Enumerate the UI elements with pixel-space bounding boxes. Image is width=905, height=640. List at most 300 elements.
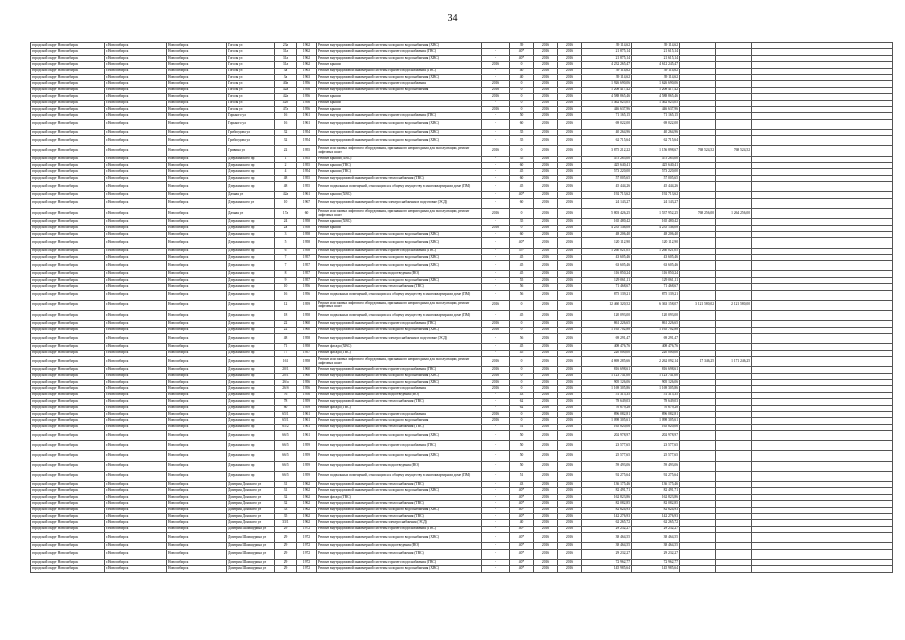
cell-work-type: Ремонт крыши (ХВС) bbox=[317, 192, 482, 198]
cell-plan-year: 2016 bbox=[534, 471, 558, 481]
cell-blank bbox=[752, 311, 893, 321]
cell-house: 29 bbox=[275, 559, 297, 565]
cell-city: г.Новосибирск bbox=[105, 81, 167, 87]
cell-district: городской округ Новосибирск bbox=[31, 219, 105, 225]
cell-district: городской округ Новосибирск bbox=[31, 399, 105, 405]
cell-house: 29 bbox=[275, 533, 297, 543]
cell-region: Новосибирск bbox=[167, 327, 227, 333]
cell-house: 18 bbox=[275, 311, 297, 321]
cell-build-year: 1961 bbox=[297, 424, 317, 430]
cell-city: г.Новосибирск bbox=[105, 424, 167, 430]
cell-street: Дзержинского пр bbox=[227, 290, 275, 300]
cell-street: Дзержинского пр bbox=[227, 182, 275, 192]
cell-street: Гоголя ул bbox=[227, 55, 275, 61]
cell-house: 23а bbox=[275, 43, 297, 49]
cell-house: 29 bbox=[275, 543, 297, 549]
cell-year-to: 2016 bbox=[558, 277, 582, 283]
cell-district: городской округ Новосибирск bbox=[31, 271, 105, 277]
cell-cost: 136 175,46 bbox=[582, 482, 632, 488]
cell-cost: 29 232,27 bbox=[582, 526, 632, 532]
cell-district: городской округ Новосибирск bbox=[31, 488, 105, 494]
cell-plan-flag: - bbox=[482, 311, 510, 321]
cell-wear: 0 bbox=[510, 379, 534, 385]
cell-plan-flag: 2016 bbox=[482, 208, 510, 218]
cell-plan-year: 2016 bbox=[534, 451, 558, 461]
cell-plan-flag: - bbox=[482, 271, 510, 277]
cell-year-to: 2016 bbox=[558, 311, 582, 321]
cell-work-type: Ремонт внутридомовой инженерной системы горячего водоснабжения (ГВС) bbox=[317, 526, 482, 532]
cell-build-year: 1962 bbox=[297, 55, 317, 61]
cell-cost: 43 605,46 bbox=[582, 254, 632, 260]
cell-region: Новосибирск bbox=[167, 284, 227, 290]
cell-city: г.Новосибирск bbox=[105, 405, 167, 411]
cell-street: Дмитрия Шамшурина ул bbox=[227, 543, 275, 549]
table-row bbox=[31, 461, 893, 471]
cell-plan-flag: - bbox=[482, 55, 510, 61]
cell-street: Гоголя ул bbox=[227, 43, 275, 49]
cell-total: 21 615,14 bbox=[632, 55, 680, 61]
cell-extra bbox=[680, 441, 716, 451]
cell-wear: 40* bbox=[510, 192, 534, 198]
cell-plan-flag: 2016 bbox=[482, 386, 510, 392]
cell-total: 6 363 158,07 bbox=[632, 300, 680, 310]
cell-district: городской округ Новосибирск bbox=[31, 100, 105, 106]
cell-extra bbox=[680, 566, 716, 572]
cell-house: 32 bbox=[275, 501, 297, 507]
cell-work-type: Ремонт крыши (ХВС) bbox=[317, 219, 482, 225]
cell-plan-year: 2016 bbox=[534, 356, 558, 366]
cell-build-year: 1957 bbox=[297, 350, 317, 356]
cell-build-year: 1962 bbox=[297, 488, 317, 494]
cell-work-type: Ремонт внутридомовой инженерной системы холодного водоснабжения bbox=[317, 418, 482, 424]
cell-wear: 40* bbox=[510, 513, 534, 519]
cell-city: г.Новосибирск bbox=[105, 494, 167, 500]
cell-cost: 38 464,55 bbox=[582, 533, 632, 543]
table-row bbox=[31, 311, 893, 321]
cell-work-type: Ремонт крыши bbox=[317, 94, 482, 100]
cell-year-to: 2016 bbox=[558, 261, 582, 271]
cell-total: 92 275,64 bbox=[632, 471, 680, 481]
cell-region: Новосибирск bbox=[167, 344, 227, 350]
cell-region: Новосибирск bbox=[167, 290, 227, 300]
cell-work-type: Ремонт или замена лифтового оборудования, признанного непригодным для эксплуатации, ремонт лифтовых шахт bbox=[317, 146, 482, 156]
cell-district: городской округ Новосибирск bbox=[31, 520, 105, 526]
cell-plan-flag: 2016 bbox=[482, 321, 510, 327]
cell-cost: 69 291,47 bbox=[582, 334, 632, 344]
cell-cost: 1 260 021,05 bbox=[582, 248, 632, 254]
cell-build-year: 1956 bbox=[297, 392, 317, 398]
cell-year-to: 2016 bbox=[558, 182, 582, 192]
cell-plan-flag: 2016 bbox=[482, 379, 510, 385]
cell-district: городской округ Новосибирск bbox=[31, 136, 105, 146]
cell-extra bbox=[680, 182, 716, 192]
cell-work-type: Ремонт внутридомовой инженерной системы водоотведения (ВО) bbox=[317, 392, 482, 398]
cell-plan-year: 2016 bbox=[534, 277, 558, 283]
cell-cost: 12 460 320,52 bbox=[582, 300, 632, 310]
cell-extra bbox=[680, 461, 716, 471]
cell-house: 80 bbox=[275, 405, 297, 411]
cell-house: 31 bbox=[275, 488, 297, 494]
cell-year-to: 2016 bbox=[558, 113, 582, 119]
cell-plan-year: 2016 bbox=[534, 49, 558, 55]
cell-build-year: 1972 bbox=[297, 533, 317, 543]
cell-extra2 bbox=[716, 182, 752, 192]
cell-region: Новосибирск bbox=[167, 136, 227, 146]
cell-house: 66/5 bbox=[275, 471, 297, 481]
cell-build-year: 1959 bbox=[297, 399, 317, 405]
cell-total: 905 126,06 bbox=[632, 379, 680, 385]
cell-extra2 bbox=[716, 471, 752, 481]
cell-plan-year: 2016 bbox=[534, 520, 558, 526]
cell-build-year: 1962 bbox=[297, 494, 317, 500]
cell-extra2: 1 264 256,00 bbox=[716, 208, 752, 218]
cell-build-year: 1955 bbox=[297, 163, 317, 169]
cell-street: Грибоедова ул bbox=[227, 129, 275, 135]
cell-total: 69 022,00 bbox=[632, 119, 680, 129]
cell-work-type: Ремонт или замена лифтового оборудования, признанного непригодным для эксплуатации, ремонт лифтовых шахт bbox=[317, 208, 482, 218]
cell-street: Дзержинского пр bbox=[227, 367, 275, 373]
cell-plan-flag: 2016 bbox=[482, 300, 510, 310]
cell-city: г.Новосибирск bbox=[105, 290, 167, 300]
cell-total: 62 715,64 bbox=[632, 136, 680, 146]
cell-street: Дмитрия Донского ул bbox=[227, 488, 275, 494]
cell-plan-flag: - bbox=[482, 175, 510, 181]
cell-district: городской округ Новосибирск bbox=[31, 379, 105, 385]
cell-city: г.Новосибирск bbox=[105, 106, 167, 112]
cell-year-to: 2016 bbox=[558, 284, 582, 290]
cell-build-year: 1959 bbox=[297, 441, 317, 451]
cell-region: Новосибирск bbox=[167, 549, 227, 559]
cell-build-year: 1962 bbox=[297, 507, 317, 513]
cell-extra2 bbox=[716, 261, 752, 271]
cell-plan-year: 2016 bbox=[534, 411, 558, 417]
cell-blank bbox=[752, 136, 893, 146]
cell-city: г.Новосибирск bbox=[105, 526, 167, 532]
cell-total: 1 098 305,61 bbox=[632, 418, 680, 424]
cell-cost: 57 005,65 bbox=[582, 175, 632, 181]
cell-house: 17а bbox=[275, 208, 297, 218]
cell-blank bbox=[752, 182, 893, 192]
cell-build-year: 1972 bbox=[297, 526, 317, 532]
cell-district: городской округ Новосибирск bbox=[31, 526, 105, 532]
cell-plan-flag: - bbox=[482, 129, 510, 135]
cell-blank bbox=[752, 334, 893, 344]
cell-work-type: Ремонт внутридомовой инженерной системы холодного водоснабжения (ХВС) bbox=[317, 431, 482, 441]
cell-district: городской округ Новосибирск bbox=[31, 284, 105, 290]
cell-region: Новосибирск bbox=[167, 100, 227, 106]
cell-total: 475 265,00 bbox=[632, 156, 680, 162]
cell-house: 31а bbox=[275, 62, 297, 68]
cell-city: г.Новосибирск bbox=[105, 379, 167, 385]
cell-house: 65/1 bbox=[275, 411, 297, 417]
cell-cost: 1 123 741,00 bbox=[582, 373, 632, 379]
cell-district: городской округ Новосибирск bbox=[31, 300, 105, 310]
cell-plan-flag: - bbox=[482, 507, 510, 513]
cell-plan-year: 2016 bbox=[534, 321, 558, 327]
cell-build-year: 1962 bbox=[297, 520, 317, 526]
cell-plan-flag: - bbox=[482, 136, 510, 146]
cell-extra2: 2 121 580,00 bbox=[716, 300, 752, 310]
cell-work-type: Ремонт внутридомовой инженерной системы теплоснабжения (ТВС) bbox=[317, 399, 482, 405]
cell-plan-flag: - bbox=[482, 238, 510, 248]
cell-extra2 bbox=[716, 334, 752, 344]
cell-wear: 55* bbox=[510, 248, 534, 254]
cell-district: городской округ Новосибирск bbox=[31, 501, 105, 507]
cell-street: Дмитрия Донского ул bbox=[227, 507, 275, 513]
cell-district: городской округ Новосибирск bbox=[31, 87, 105, 93]
cell-street: Дзержинского пр bbox=[227, 411, 275, 417]
cell-district: городской округ Новосибирск bbox=[31, 513, 105, 519]
cell-wear: 56 bbox=[510, 334, 534, 344]
cell-plan-flag: - bbox=[482, 261, 510, 271]
cell-work-type: Ремонт подвальных помещений, относящихся к общему имуществу в многоквартирном доме (ПМ) bbox=[317, 311, 482, 321]
page-number: 34 bbox=[447, 13, 458, 24]
cell-region: Новосибирск bbox=[167, 156, 227, 162]
cell-district: городской округ Новосибирск bbox=[31, 163, 105, 169]
cell-build-year: 1961 bbox=[297, 418, 317, 424]
cell-street: Дзержинского пр bbox=[227, 261, 275, 271]
cell-street: Гоголя ул bbox=[227, 94, 275, 100]
cell-plan-flag: 2016 bbox=[482, 106, 510, 112]
table-row bbox=[31, 261, 893, 271]
cell-cost: 24 143,27 bbox=[582, 198, 632, 208]
cell-district: городской округ Новосибирск bbox=[31, 175, 105, 181]
cell-region: Новосибирск bbox=[167, 386, 227, 392]
cell-wear: 0 bbox=[510, 106, 534, 112]
cell-street: Дзержинского пр bbox=[227, 334, 275, 344]
cell-work-type: Ремонт внутридомовой инженерной системы водоотведения (ВО) bbox=[317, 543, 482, 549]
cell-work-type: Ремонт внутридомовой инженерной системы горячего водоснабжения (ГВС) bbox=[317, 559, 482, 565]
cell-plan-flag: 2016 bbox=[482, 94, 510, 100]
cell-work-type: Ремонт крыши bbox=[317, 100, 482, 106]
cell-wear: 40* bbox=[510, 526, 534, 532]
cell-extra2 bbox=[716, 431, 752, 441]
cell-city: г.Новосибирск bbox=[105, 373, 167, 379]
cell-cost: 1 169 305,86 bbox=[582, 386, 632, 392]
cell-extra bbox=[680, 261, 716, 271]
cell-blank bbox=[752, 356, 893, 366]
cell-plan-flag: 2016 bbox=[482, 367, 510, 373]
cell-work-type: Ремонт подвальных помещений, относящихся к общему имуществу в многоквартирном доме (ПМ) bbox=[317, 471, 482, 481]
cell-plan-flag: - bbox=[482, 284, 510, 290]
cell-plan-year: 2016 bbox=[534, 163, 558, 169]
cell-plan-year: 2016 bbox=[534, 68, 558, 74]
cell-cost: 120 093,00 bbox=[582, 311, 632, 321]
cell-work-type: Ремонт внутридомовой инженерной системы холодного водоснабжения (ХВС) bbox=[317, 129, 482, 135]
cell-region: Новосибирск bbox=[167, 43, 227, 49]
table-row bbox=[31, 451, 893, 461]
cell-wear: 0 bbox=[510, 208, 534, 218]
cell-cost: 78 649,03 bbox=[582, 399, 632, 405]
cell-district: городской округ Новосибирск bbox=[31, 119, 105, 129]
cell-year-to: 2016 bbox=[558, 219, 582, 225]
cell-house: 48 bbox=[275, 334, 297, 344]
cell-wear: 45 bbox=[510, 350, 534, 356]
cell-year-to: 2016 bbox=[558, 543, 582, 549]
cell-total: 202 978,97 bbox=[632, 431, 680, 441]
cell-street: Дмитрия Донского ул bbox=[227, 494, 275, 500]
cell-region: Новосибирск bbox=[167, 94, 227, 100]
cell-house: 7 bbox=[275, 261, 297, 271]
cell-region: Новосибирск bbox=[167, 451, 227, 461]
cell-plan-year: 2016 bbox=[534, 43, 558, 49]
cell-work-type: Ремонт внутридомовой инженерной системы холодного водоснабжения (ХВС) bbox=[317, 566, 482, 572]
table-row bbox=[31, 198, 893, 208]
cell-work-type: Ремонт внутридомовой инженерной системы холодного водоснабжения (ХВС) bbox=[317, 533, 482, 543]
cell-wear: 60 bbox=[510, 198, 534, 208]
cell-street: Дзержинского пр bbox=[227, 373, 275, 379]
table-row bbox=[31, 471, 893, 481]
cell-year-to: 2016 bbox=[558, 62, 582, 68]
cell-district: городской округ Новосибирск bbox=[31, 350, 105, 356]
cell-house: 8 bbox=[275, 271, 297, 277]
cell-house: 12 bbox=[275, 300, 297, 310]
cell-year-to: 2016 bbox=[558, 451, 582, 461]
cell-build-year: 1956 bbox=[297, 379, 317, 385]
cell-wear: 45 bbox=[510, 344, 534, 350]
cell-city: г.Новосибирск bbox=[105, 533, 167, 543]
cell-total: 25 577,65 bbox=[632, 451, 680, 461]
cell-city: г.Новосибирск bbox=[105, 49, 167, 55]
cell-plan-flag: - bbox=[482, 192, 510, 198]
cell-city: г.Новосибирск bbox=[105, 418, 167, 424]
cell-build-year: 1956 bbox=[297, 100, 317, 106]
cell-plan-flag: - bbox=[482, 119, 510, 129]
cell-wear: 60 bbox=[510, 175, 534, 181]
cell-street: Дачная ул bbox=[227, 192, 275, 198]
cell-region: Новосибирск bbox=[167, 441, 227, 451]
cell-district: городской округ Новосибирск bbox=[31, 49, 105, 55]
cell-blank bbox=[752, 238, 893, 248]
cell-district: городской округ Новосибирск bbox=[31, 290, 105, 300]
table-row bbox=[31, 136, 893, 146]
cell-total: 220 000,00 bbox=[632, 350, 680, 356]
cell-district: городской округ Новосибирск bbox=[31, 248, 105, 254]
cell-plan-year: 2016 bbox=[534, 501, 558, 507]
cell-city: г.Новосибирск bbox=[105, 300, 167, 310]
cell-year-to: 2016 bbox=[558, 559, 582, 565]
cell-cost: 896 082,81 bbox=[582, 411, 632, 417]
cell-total: 29 232,27 bbox=[632, 526, 680, 532]
cell-plan-year: 2016 bbox=[534, 300, 558, 310]
cell-cost: 21 875,14 bbox=[582, 49, 632, 55]
cell-region: Новосибирск bbox=[167, 431, 227, 441]
cell-plan-year: 2016 bbox=[534, 62, 558, 68]
cell-wear: 60 bbox=[510, 231, 534, 237]
cell-wear: 50 bbox=[510, 451, 534, 461]
cell-plan-year: 2016 bbox=[534, 559, 558, 565]
cell-year-to: 2016 bbox=[558, 386, 582, 392]
cell-region: Новосибирск bbox=[167, 399, 227, 405]
cell-house: 42а bbox=[275, 94, 297, 100]
cell-city: г.Новосибирск bbox=[105, 198, 167, 208]
cell-city: г.Новосибирск bbox=[105, 208, 167, 218]
cell-blank bbox=[752, 261, 893, 271]
cell-year-to: 2016 bbox=[558, 68, 582, 74]
cell-region: Новосибирск bbox=[167, 507, 227, 513]
cell-extra2 bbox=[716, 198, 752, 208]
cell-region: Новосибирск bbox=[167, 392, 227, 398]
cell-street: Гоголя ул bbox=[227, 62, 275, 68]
cell-region: Новосибирск bbox=[167, 106, 227, 112]
cell-district: городской округ Новосибирск bbox=[31, 356, 105, 366]
cell-blank bbox=[752, 471, 893, 481]
cell-total: 4 588 865,46 bbox=[632, 94, 680, 100]
cell-work-type: Ремонт внутридомовой инженерной системы холодного водоснабжения (ХВС) bbox=[317, 254, 482, 260]
cell-region: Новосибирск bbox=[167, 81, 227, 87]
cell-district: городской округ Новосибирск bbox=[31, 405, 105, 411]
cell-build-year: 1962 bbox=[297, 501, 317, 507]
cell-build-year: 1962 bbox=[297, 482, 317, 488]
cell-plan-flag: 2016 bbox=[482, 146, 510, 156]
cell-build-year: 1957 bbox=[297, 261, 317, 271]
cell-year-to: 2016 bbox=[558, 405, 582, 411]
cell-extra2 bbox=[716, 290, 752, 300]
cell-street: Дзержинского пр bbox=[227, 379, 275, 385]
cell-street: Дмитрия Шамшурина ул bbox=[227, 559, 275, 565]
cell-wear: 40* bbox=[510, 549, 534, 559]
cell-year-to: 2016 bbox=[558, 526, 582, 532]
cell-house: 31а bbox=[275, 49, 297, 55]
cell-cost: 39 114,62 bbox=[582, 43, 632, 49]
cell-city: г.Новосибирск bbox=[105, 507, 167, 513]
cell-build-year: 1958 bbox=[297, 225, 317, 231]
cell-year-to: 2016 bbox=[558, 43, 582, 49]
cell-build-year: 1963 bbox=[297, 68, 317, 74]
cell-extra bbox=[680, 311, 716, 321]
cell-total: 70 679,28 bbox=[632, 405, 680, 411]
cell-cost: 202 978,97 bbox=[582, 431, 632, 441]
table-row bbox=[31, 119, 893, 129]
cell-wear: 40* bbox=[510, 507, 534, 513]
cell-wear: 45 bbox=[510, 254, 534, 260]
cell-house: 3 bbox=[275, 231, 297, 237]
cell-total: 4 235 146,08 bbox=[632, 225, 680, 231]
cell-city: г.Новосибирск bbox=[105, 451, 167, 461]
cell-city: г.Новосибирск bbox=[105, 62, 167, 68]
cell-cost: 1 462 825,05 bbox=[582, 100, 632, 106]
cell-district: городской округ Новосибирск bbox=[31, 192, 105, 198]
cell-extra2 bbox=[716, 238, 752, 248]
cell-work-type: Ремонт внутридомовой инженерной системы электроснабжения (ЭСД) bbox=[317, 520, 482, 526]
cell-house: 42а bbox=[275, 192, 297, 198]
cell-district: городской округ Новосибирск bbox=[31, 208, 105, 218]
cell-year-to: 2016 bbox=[558, 290, 582, 300]
cell-region: Новосибирск bbox=[167, 526, 227, 532]
cell-region: Новосибирск bbox=[167, 520, 227, 526]
cell-city: г.Новосибирск bbox=[105, 175, 167, 181]
cell-house: 31 bbox=[275, 482, 297, 488]
cell-wear: 56 bbox=[510, 284, 534, 290]
cell-street: Дзержинского пр bbox=[227, 431, 275, 441]
cell-city: г.Новосибирск bbox=[105, 248, 167, 254]
cell-wear: 50 bbox=[510, 113, 534, 119]
cell-house: 2а bbox=[275, 225, 297, 231]
cell-year-to: 2016 bbox=[558, 431, 582, 441]
cell-total: 39 114,62 bbox=[632, 68, 680, 74]
cell-plan-year: 2016 bbox=[534, 192, 558, 198]
cell-region: Новосибирск bbox=[167, 74, 227, 80]
cell-work-type: Ремонт внутридомовой инженерной системы холодного водоснабжения (ХВС) bbox=[317, 507, 482, 513]
cell-blank bbox=[752, 441, 893, 451]
cell-cost: 4 588 865,46 bbox=[582, 94, 632, 100]
cell-build-year: 1955 bbox=[297, 146, 317, 156]
cell-plan-year: 2016 bbox=[534, 566, 558, 572]
cell-wear: 0 bbox=[510, 418, 534, 424]
cell-city: г.Новосибирск bbox=[105, 254, 167, 260]
cell-plan-flag: 2016 bbox=[482, 373, 510, 379]
cell-wear: 45 bbox=[510, 261, 534, 271]
